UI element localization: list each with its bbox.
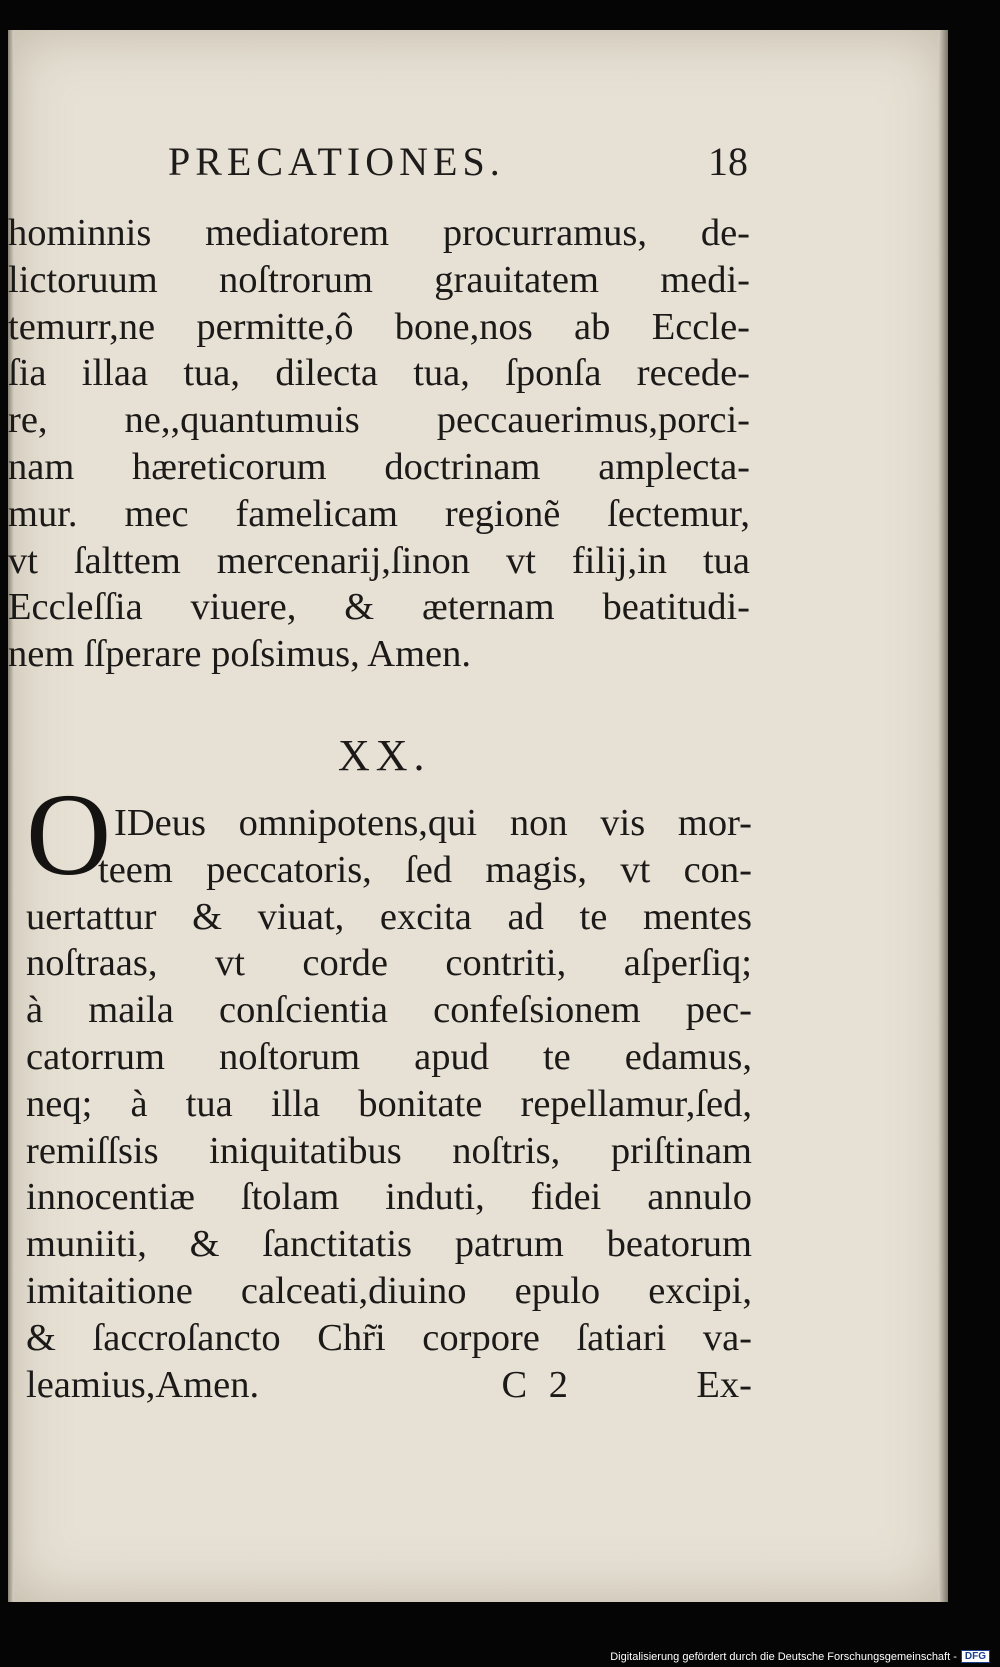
text-line: teem peccatoris, ſed magis, vt con- [98,848,752,891]
text-line: nem ſſperare poſsimus, Amen. [8,633,471,676]
page-right-edge [938,30,948,1602]
closing-text: leamius,Amen. [26,1363,260,1406]
last-line [26,1362,752,1409]
text-line: imitaitione calceati,diuino epulo excipi, [26,1269,752,1312]
page-number: 18 [708,139,748,184]
text-line: à maila conſcientia confeſsionem pec- [26,989,752,1032]
text-line: muniiti, & ſanctitatis patrum beatorum [26,1223,752,1266]
drop-initial: O [26,769,112,900]
text-line: re, ne,,quantumuis peccauerimus,porci- [8,399,750,442]
text-line: noſtraas, vt corde contriti, aſperſiq; [26,942,752,985]
text-line: vt ſalttem mercenarij,ſinon vt filij,in tua [8,539,750,582]
book-page [8,30,948,1602]
text-line: catorrum noſtorum apud te edamus, [26,1035,752,1078]
dfg-logo: DFG [961,1650,990,1663]
text-line: & ſaccroſancto Chr̃i corpore ſatiari va- [26,1316,752,1359]
text-line: temurr,ne permitte,ô bone,nos ab Eccle- [8,305,750,348]
paragraph-2 [26,800,752,1408]
running-head-title: PRECATIONES. [168,139,505,184]
text-line: lictoruum noſtrorum grauitatem medi- [8,258,750,301]
text-line: uertattur & viuat, excita ad te mentes [26,895,752,938]
catchword: Ex- [696,1363,752,1406]
text-line: hominnis mediatorem procurramus, de- [8,212,750,254]
running-head [168,138,808,185]
signature-mark: C 2 [501,1363,575,1406]
paragraph-1 [8,210,750,678]
credit-text: Digitalisierung gefördert durch die Deutsche Forschungsgemeinschaft - [610,1650,957,1663]
section-heading: XX. [338,731,431,780]
text-line: Eccleſſia viuere, & æternam beatitudi- [8,586,750,629]
text-line: neq; à tua illa bonitate repellamur,ſed, [26,1082,752,1125]
text-line: IDeus omnipotens,qui non vis mor- [114,802,752,844]
text-line: nam hæreticorum doctrinam amplecta- [8,445,750,488]
text-line: innocentiæ ſtolam induti, fidei annulo [26,1176,752,1219]
text-line: mur. mec famelicam regionẽ ſectemur, [8,492,750,535]
text-line: ſia illaa tua, dilecta tua, ſponſa recede- [8,352,750,395]
text-line: remiſſsis iniquitatibus noſtris, priſtinam [26,1129,752,1172]
digitization-credit [610,1650,990,1663]
